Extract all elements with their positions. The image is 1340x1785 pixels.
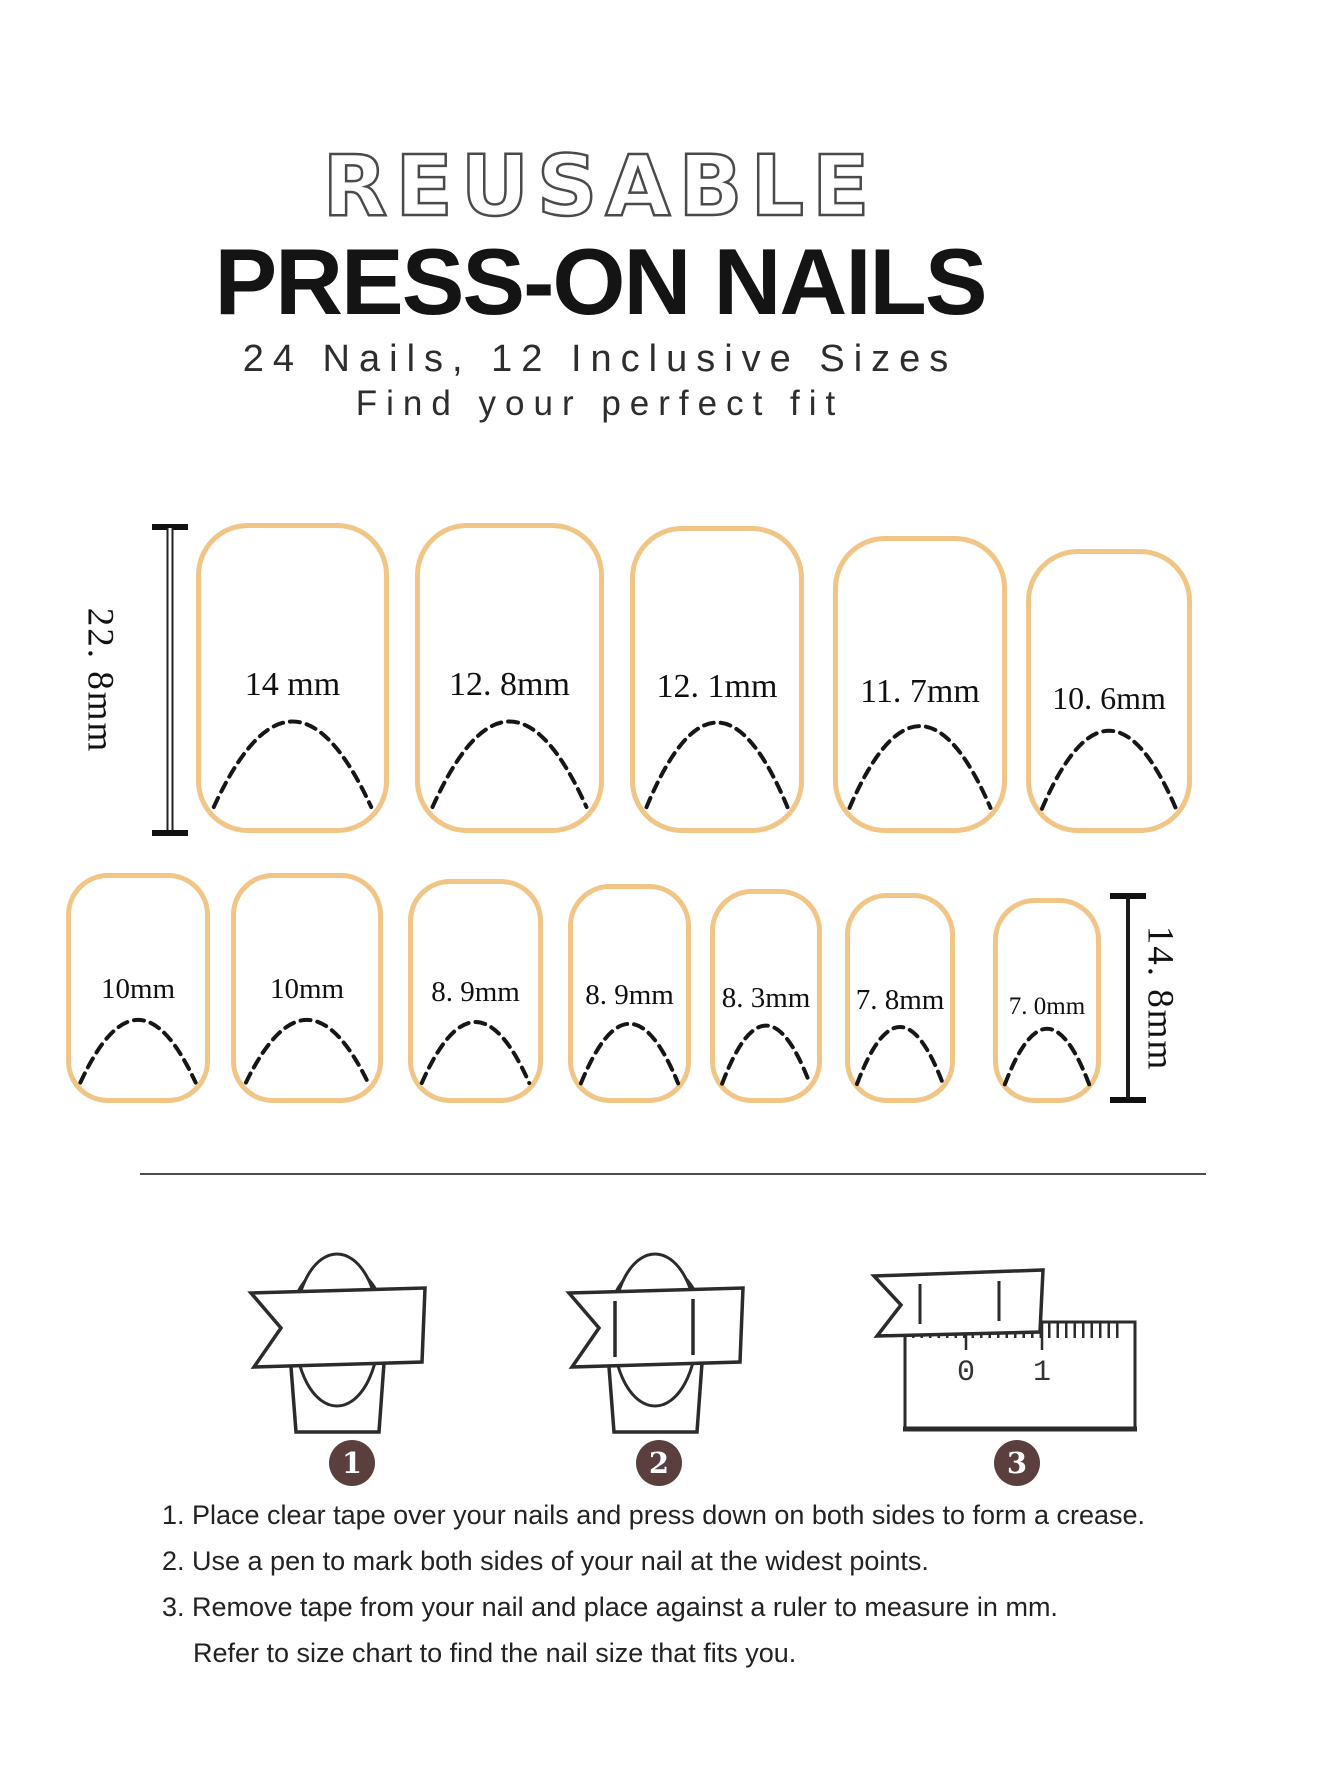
nail-row1-1 — [196, 523, 389, 833]
nail-row2-2 — [231, 873, 383, 1103]
nail-size-label: 7. 0mm — [1008, 992, 1086, 1020]
nail-size-label: 8. 9mm — [431, 976, 520, 1009]
row2-length-label: 14. 8mm — [1139, 925, 1181, 1071]
divider — [140, 1173, 1206, 1175]
nail-row2-6 — [845, 893, 955, 1103]
nail-row1-3 — [630, 526, 804, 833]
row1-length-label: 22. 8mm — [79, 607, 121, 753]
instructions — [162, 1492, 1272, 1676]
nail-size-label: 12. 1mm — [656, 667, 778, 705]
nail-row1-2 — [415, 523, 604, 833]
row1-length-ruler — [79, 528, 190, 832]
nail-row2-1 — [66, 873, 210, 1103]
nail-size-label: 8. 3mm — [721, 981, 811, 1014]
nail-row1-5 — [1026, 549, 1192, 833]
ruler-number-0: 0 — [956, 1356, 976, 1390]
ruler-line — [167, 528, 174, 832]
nail-size-label: 11. 7mm — [860, 673, 980, 711]
instruction-line-2: 2. Use a pen to mark both sides of your nail at the widest points. — [162, 1546, 929, 1576]
nail-size-label: 10mm — [269, 972, 345, 1005]
step-number: 1 — [341, 1446, 363, 1480]
nail-size-label: 8. 9mm — [585, 978, 674, 1011]
ruler-measure-diagram — [862, 1262, 1142, 1442]
title-main: PRESS-ON NAILS — [214, 229, 986, 334]
nail-row2-5 — [710, 889, 822, 1103]
nail-size-label: 12. 8mm — [449, 666, 570, 703]
step-number: 3 — [1006, 1446, 1028, 1480]
ruler-number-1: 1 — [1032, 1356, 1052, 1390]
title-outline: REUSABLE — [322, 137, 878, 235]
row2-length-ruler — [1108, 897, 1181, 1099]
instruction-line-4: Refer to size chart to find the nail size that fits you. — [193, 1638, 797, 1668]
ruler-line — [1126, 897, 1130, 1099]
nail-size-label: 10. 6mm — [1052, 680, 1166, 717]
nail-row2-7 — [993, 898, 1101, 1103]
step-1-badge — [329, 1440, 375, 1486]
ruler-cap-icon — [152, 830, 188, 836]
nail-row2-4 — [568, 884, 691, 1103]
step-3-badge — [994, 1440, 1040, 1486]
tagline: Find your perfect fit — [355, 384, 845, 423]
instruction-line-3: 3. Remove tape from your nail and place against a ruler to measure in mm. — [162, 1592, 1058, 1622]
nail-row2-3 — [408, 879, 543, 1103]
step-2-badge — [636, 1440, 682, 1486]
finger-marked-diagram — [553, 1235, 758, 1440]
nail-row1-4 — [833, 536, 1007, 833]
nail-size-label: 14 mm — [244, 666, 341, 703]
subtitle: 24 Nails, 12 Inclusive Sizes — [242, 338, 958, 380]
nail-size-label: 7. 8mm — [855, 984, 945, 1016]
nail-size-label: 10mm — [100, 972, 176, 1005]
instruction-line-1: 1. Place clear tape over your nails and press down on both sides to form a crease. — [162, 1500, 1146, 1530]
step-number: 2 — [648, 1446, 670, 1480]
finger-tape-diagram — [235, 1235, 440, 1440]
